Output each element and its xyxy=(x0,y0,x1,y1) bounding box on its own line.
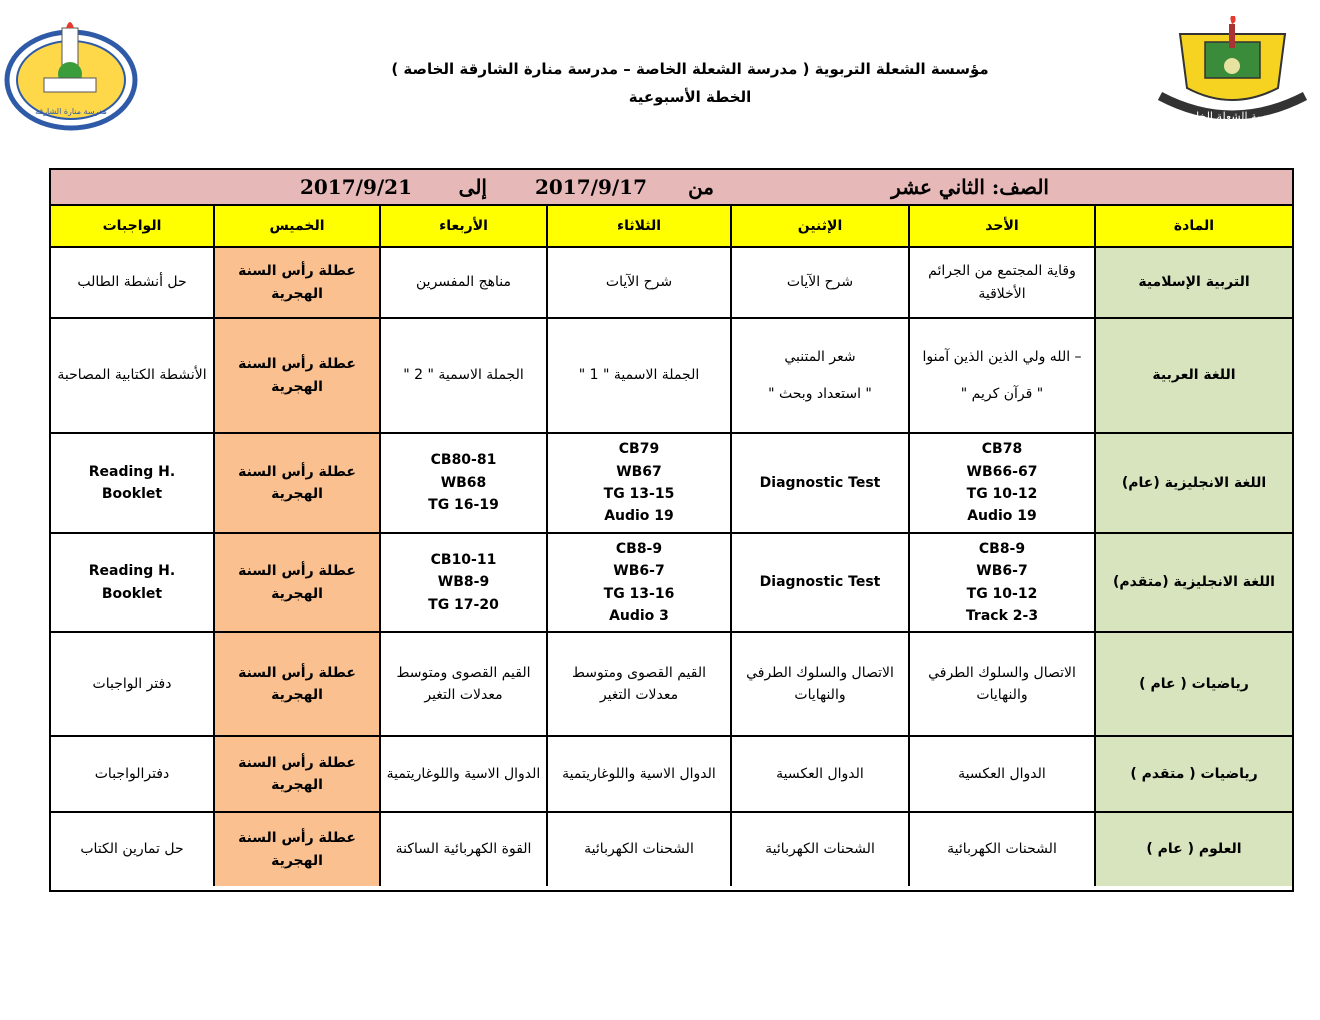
thursday-cell: عطلة رأس السنة الهجرية xyxy=(214,632,380,736)
homework-cell: Reading H. Booklet xyxy=(51,433,214,533)
thursday-cell: عطلة رأس السنة الهجرية xyxy=(214,433,380,533)
svg-text:مدرسة الشعلة الخاصة: مدرسة الشعلة الخاصة xyxy=(1180,110,1284,123)
subject-cell: اللغة الانجليزية (عام) xyxy=(1095,433,1292,533)
table-row xyxy=(51,632,1292,736)
thursday-cell: عطلة رأس السنة الهجرية xyxy=(214,533,380,632)
col-header-monday: الإثنين xyxy=(731,206,909,247)
col-header-thursday: الخميس xyxy=(214,206,380,247)
subject-cell: رياضيات ( عام ) xyxy=(1095,632,1292,736)
subject-cell: التربية الإسلامية xyxy=(1095,247,1292,318)
table-row xyxy=(51,318,1292,433)
sunday-cell: الدوال العكسية xyxy=(909,736,1095,812)
thursday-cell: عطلة رأس السنة الهجرية xyxy=(214,736,380,812)
wednesday-cell: CB10-11 WB8-9 TG 17-20 xyxy=(380,533,547,632)
thursday-cell: عطلة رأس السنة الهجرية xyxy=(214,812,380,886)
wednesday-cell: مناهج المفسرين xyxy=(380,247,547,318)
weekly-plan-table xyxy=(49,168,1294,892)
subject-cell: اللغة العربية xyxy=(1095,318,1292,433)
sunday-cell: الاتصال والسلوك الطرفي والنهايات xyxy=(909,632,1095,736)
tuesday-cell: الجملة الاسمية " 1 " xyxy=(547,318,731,433)
col-header-homework: الواجبات xyxy=(51,206,214,247)
col-header-sunday: الأحد xyxy=(909,206,1095,247)
schedule-grid xyxy=(51,206,1292,886)
subject-cell: رياضيات ( متقدم ) xyxy=(1095,736,1292,812)
homework-cell: حل أنشطة الطالب xyxy=(51,247,214,318)
tuesday-cell: الدوال الاسية واللوغاريتمية xyxy=(547,736,731,812)
monday-topic: شعر المتنبي xyxy=(784,349,856,366)
wednesday-cell: القوة الكهربائية الساكنة xyxy=(380,812,547,886)
homework-cell: دفترالواجبات xyxy=(51,736,214,812)
wednesday-cell: الجملة الاسمية " 2 " xyxy=(380,318,547,433)
monday-cell: الشحنات الكهربائية xyxy=(731,812,909,886)
table-row xyxy=(51,533,1292,632)
table-row xyxy=(51,247,1292,318)
thursday-cell: عطلة رأس السنة الهجرية xyxy=(214,318,380,433)
header-subtitle: الخطة الأسبوعية xyxy=(628,88,752,106)
col-header-tuesday: الثلاثاء xyxy=(547,206,731,247)
tuesday-cell: CB79 WB67 TG 13-15 Audio 19 xyxy=(547,433,731,533)
sunday-note: " قرآن كريم " xyxy=(960,385,1044,402)
monday-cell: Diagnostic Test xyxy=(731,533,909,632)
monday-cell: الدوال العكسية xyxy=(731,736,909,812)
sunday-cell: CB78 WB66-67 TG 10-12 Audio 19 xyxy=(909,433,1095,533)
col-header-wednesday: الأربعاء xyxy=(380,206,547,247)
monday-cell: Diagnostic Test xyxy=(731,433,909,533)
homework-cell: Reading H. Booklet xyxy=(51,533,214,632)
homework-cell: دفتر الواجبات xyxy=(51,632,214,736)
svg-text:مدرسة منارة الشارقة: مدرسة منارة الشارقة xyxy=(35,107,107,116)
day-header-row xyxy=(51,206,1292,247)
sunday-cell: CB8-9 WB6-7 TG 10-12 Track 2-3 xyxy=(909,533,1095,632)
sunday-topic: – الله ولي الذين الذين آمنوا xyxy=(922,349,1082,366)
school-logo-left xyxy=(4,14,138,132)
thursday-cell: عطلة رأس السنة الهجرية xyxy=(214,247,380,318)
homework-cell: الأنشطة الكتابية المصاحبة xyxy=(51,318,214,433)
table-row xyxy=(51,736,1292,812)
monday-cell xyxy=(731,318,909,433)
tuesday-cell: الشحنات الكهربائية xyxy=(547,812,731,886)
tuesday-cell: القيم القصوى ومتوسط معدلات التغير xyxy=(547,632,731,736)
monday-note: " استعداد وبحث " xyxy=(768,385,872,402)
table-row xyxy=(51,812,1292,886)
subject-cell: العلوم ( عام ) xyxy=(1095,812,1292,886)
to-label: إلى xyxy=(458,175,487,199)
plan-banner xyxy=(51,170,1292,206)
col-header-subject: المادة xyxy=(1095,206,1292,247)
sunday-cell: الشحنات الكهربائية xyxy=(909,812,1095,886)
sunday-cell xyxy=(909,318,1095,433)
school-logo-right xyxy=(1150,16,1315,131)
tuesday-cell: شرح الآيات xyxy=(547,247,731,318)
wednesday-cell: القيم القصوى ومتوسط معدلات التغير xyxy=(380,632,547,736)
wednesday-cell: الدوال الاسية واللوغاريتمية xyxy=(380,736,547,812)
header-title: مؤسسة الشعلة التربوية ( مدرسة الشعلة الخاصة – مدرسة منارة الشارقة الخاصة ) xyxy=(391,60,989,78)
sunday-cell: وقاية المجتمع من الجرائم الأخلاقية xyxy=(909,247,1095,318)
subject-cell: اللغة الانجليزية (متقدم) xyxy=(1095,533,1292,632)
monday-cell: شرح الآيات xyxy=(731,247,909,318)
table-row xyxy=(51,433,1292,533)
wednesday-cell: CB80-81 WB68 TG 16-19 xyxy=(380,433,547,533)
monday-cell: الاتصال والسلوك الطرفي والنهايات xyxy=(731,632,909,736)
homework-cell: حل تمارين الكتاب xyxy=(51,812,214,886)
to-date: 2017/9/21 xyxy=(299,175,412,199)
grade-label: الصف: الثاني عشر xyxy=(891,175,1049,199)
from-date: 2017/9/17 xyxy=(534,175,647,199)
from-label: من xyxy=(688,175,714,199)
tuesday-cell: CB8-9 WB6-7 TG 13-16 Audio 3 xyxy=(547,533,731,632)
